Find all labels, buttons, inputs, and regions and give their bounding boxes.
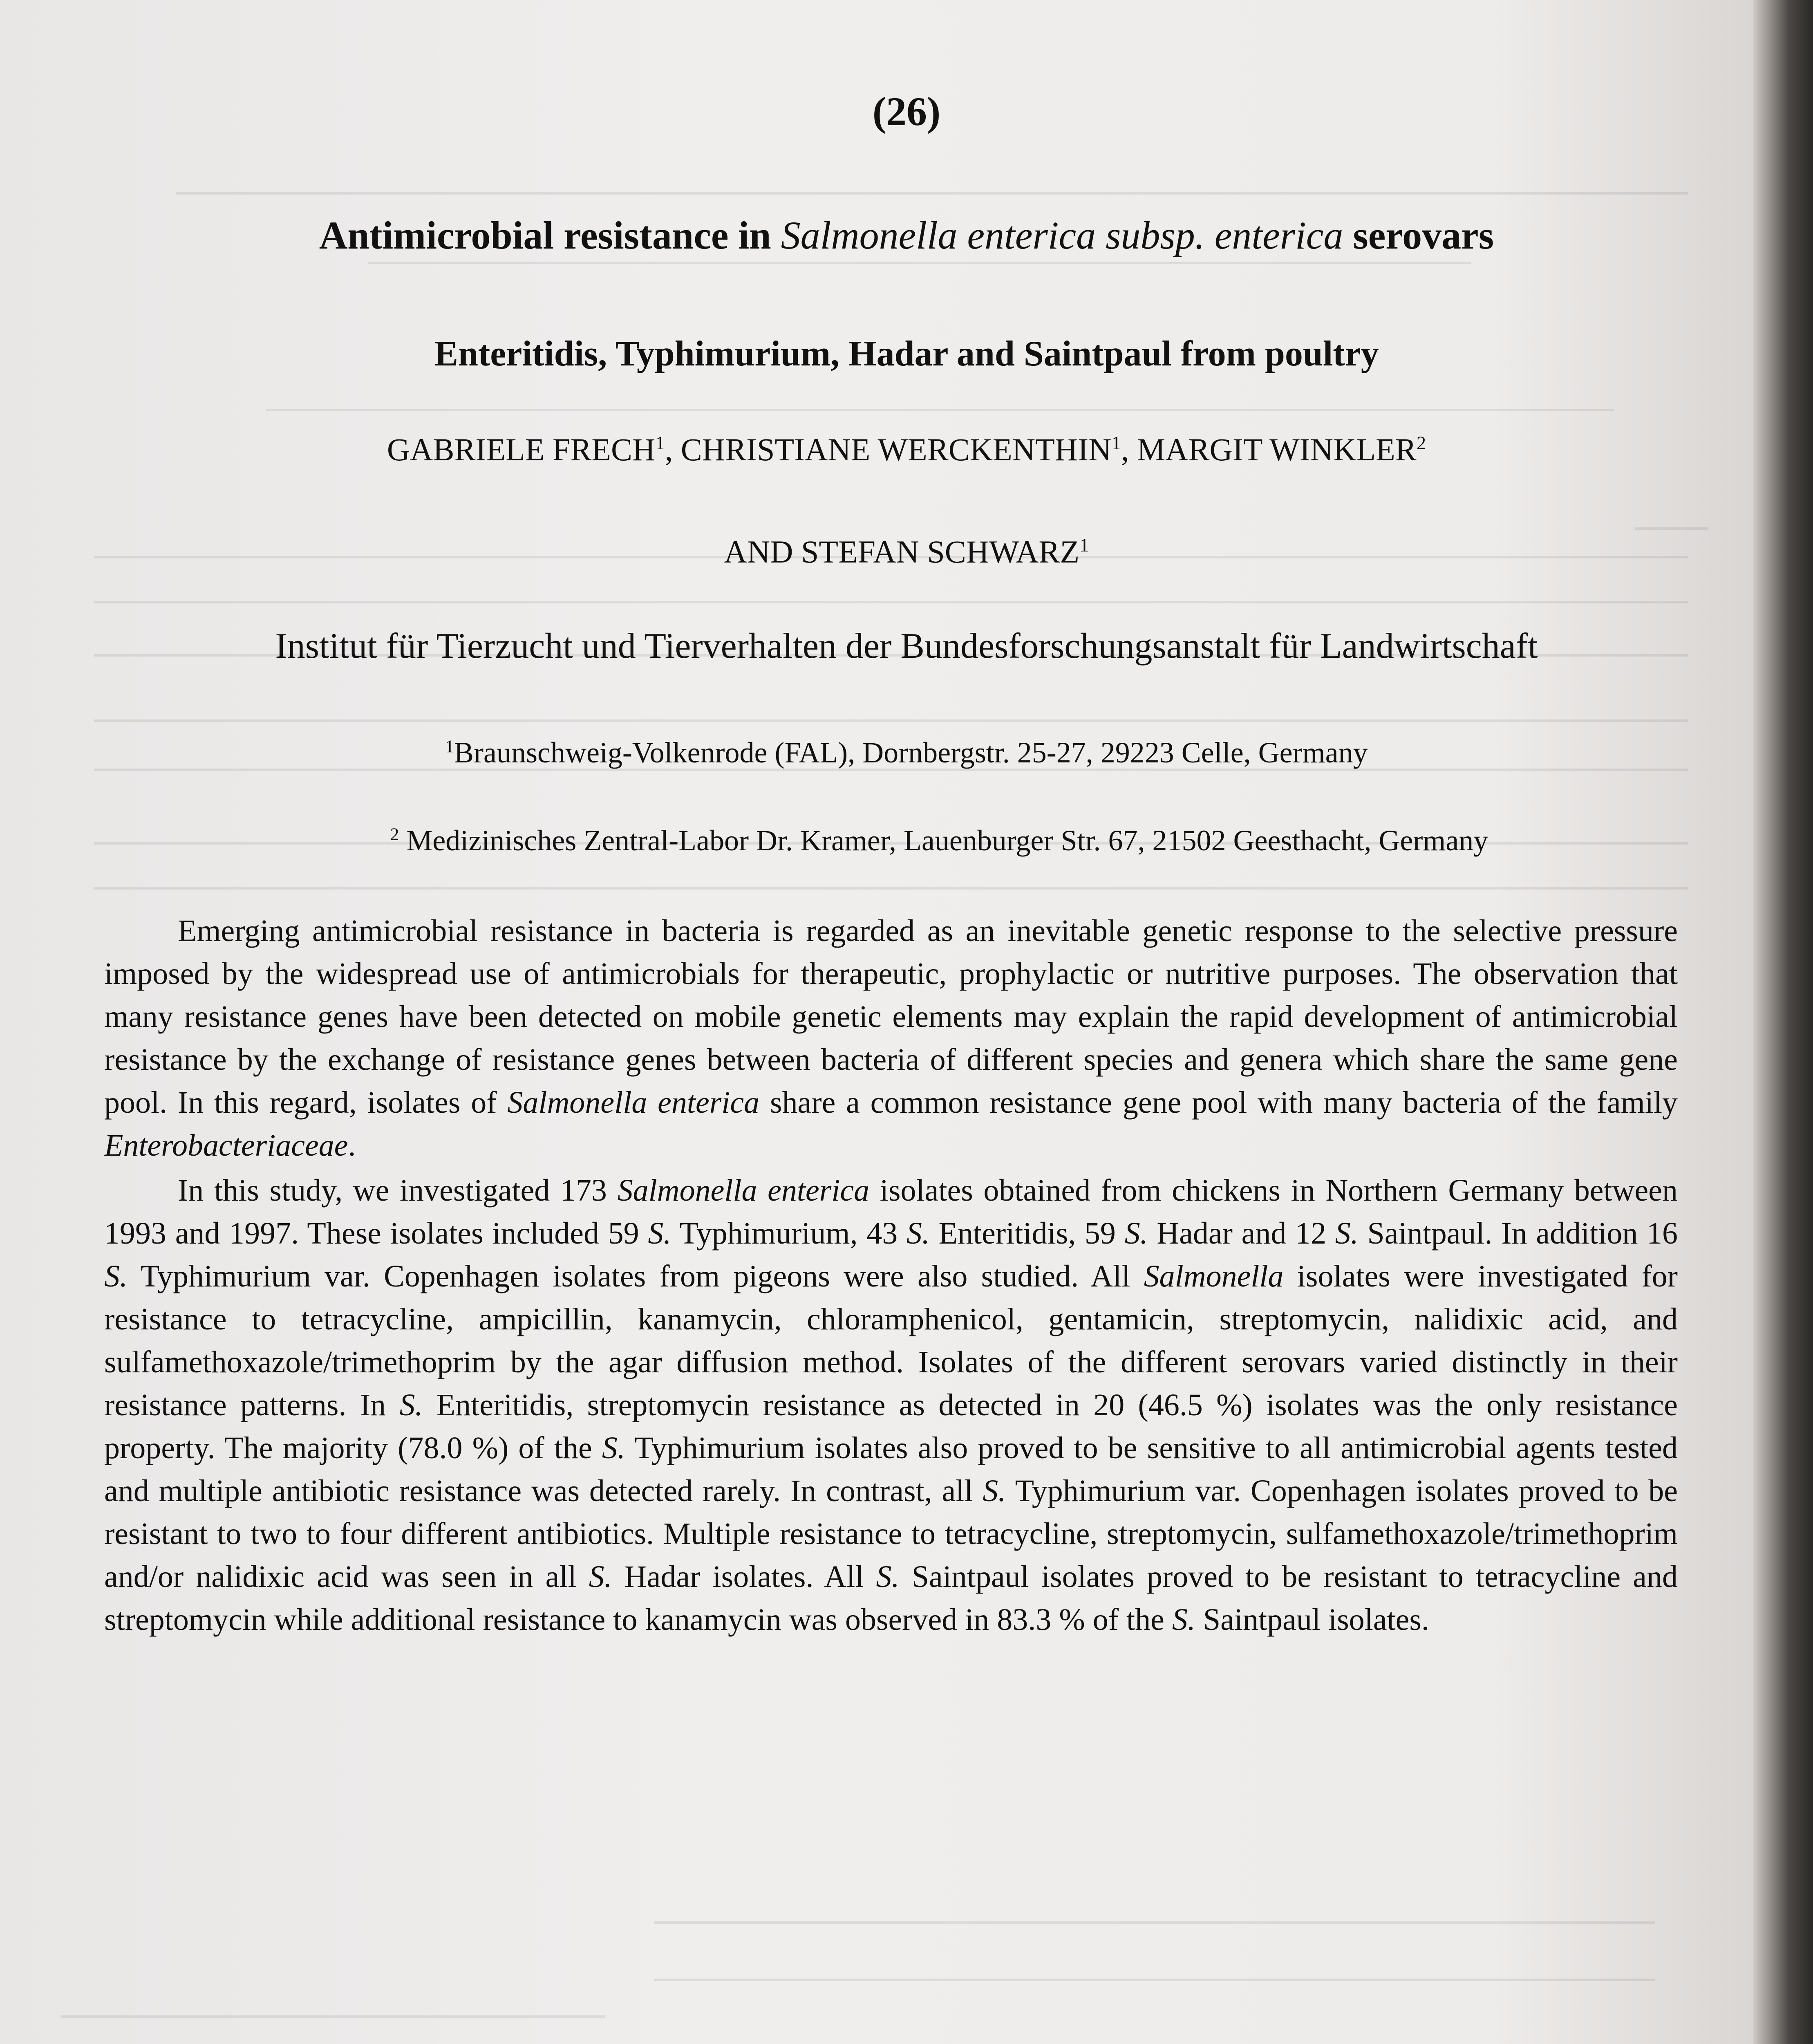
italic-run: S. [1335, 1216, 1359, 1251]
paper-title-line1 [0, 213, 1813, 258]
text-run: . [348, 1128, 356, 1163]
text-run: isolates were investigated for resistance to tetracycline, ampicillin, kanamycin, chloramphenicol, gentamicin, streptomycin, nalidixic acid, and sulfamethoxazole/trimethoprim by the agar diffusion method. Isolates of the different serovars varied distinctly in their resistance patterns. In [104, 1259, 1678, 1422]
author-separator: , [665, 432, 681, 467]
address-2-marker: 2 [390, 825, 399, 844]
address-2 [33, 824, 1813, 858]
text-run: share a common resistance gene pool with many bacteria of the family [759, 1085, 1678, 1120]
text-run: In this study, we investigated 173 [178, 1173, 618, 1208]
text-run: Typhimurium var. Copenhagen isolates proved to be resistant to two to four different antibiotics. Multiple resistance to tetracycline, streptomycin, sulfamethoxazole/trimethoprim and/or nalidixic acid was seen in all [104, 1474, 1678, 1594]
italic-run: S. [602, 1431, 625, 1465]
text-run: Emerging antimicrobial resistance in bacteria is regarded as an inevitable genetic response to the selective pressure imposed by the widespread use of antimicrobials for therapeutic, prophylactic or nutritive purposes. The observation that many resistance genes have been detected on mobile genetic elements may explain the rapid development of antimicrobial resistance by the exchange of resistance genes between bacteria of different species and genera which share the same gene pool. In this regard, isolates of [104, 914, 1678, 1120]
author-4: AND STEFAN SCHWARZ [724, 534, 1080, 569]
address-2-text: Medizinisches Zentral-Labor Dr. Kramer, Lauenburger Str. 67, 21502 Geesthacht, Germany [399, 824, 1488, 857]
title-bold-end: serovars [1343, 213, 1494, 257]
italic-run: S. [104, 1259, 128, 1293]
italic-run: S. [906, 1216, 930, 1251]
text-run: Typhimurium var. Copenhagen isolates from pigeons were also studied. All [128, 1259, 1144, 1293]
address-1 [0, 736, 1813, 770]
italic-run: S. [589, 1560, 612, 1594]
author-separator: , [1121, 432, 1137, 467]
text-run: Typhimurium, 43 [671, 1216, 906, 1251]
italic-run: Salmonella [1144, 1259, 1284, 1293]
italic-run: S. [399, 1388, 423, 1422]
author-list-line2 [0, 533, 1813, 570]
author-4-affil: 1 [1079, 535, 1089, 556]
italic-run: S. [876, 1560, 900, 1594]
text-run: Saintpaul isolates proved to be resistant to tetracycline and streptomycin while additional resistance to kanamycin was observed in 83.3 % of the [104, 1560, 1678, 1637]
abstract-paragraph-1 [104, 910, 1678, 1167]
paper-title-line2: Enteritidis, Typhimurium, Hadar and Saintpaul from poultry [434, 334, 1379, 374]
author-2-affil: 1 [1111, 433, 1121, 454]
italic-run: Salmonella enterica [507, 1085, 760, 1120]
title-bold-start: Antimicrobial resistance in [319, 213, 781, 257]
author-list [0, 431, 1813, 468]
author-1-affil: 1 [655, 433, 665, 454]
text-run: Typhimurium isolates also proved to be sensitive to all antimicrobial agents tested and multiple antibiotic resistance was detected rarely. In contrast, all [104, 1431, 1678, 1508]
text-run: Enteritidis, streptomycin resistance as detected in 20 (46.5 %) isolates was the only resistance property. The majority (78.0 %) of the [104, 1388, 1678, 1465]
italic-run: S. [1124, 1216, 1148, 1251]
page-edge-shadow [1753, 0, 1813, 2044]
italic-run: S. [983, 1474, 1006, 1508]
italic-run: Salmonella enterica [617, 1173, 870, 1208]
text-run: Saintpaul isolates. [1195, 1602, 1429, 1637]
italic-run: S. [648, 1216, 671, 1251]
abstract-paragraph-2 [104, 1169, 1678, 1641]
author-3-affil: 2 [1416, 433, 1426, 454]
title-italic: Salmonella enterica subsp. enterica [781, 213, 1343, 257]
italic-run: Enterobacteriaceae [104, 1128, 348, 1163]
text-run: isolates obtained from chickens in Northern Germany between 1993 and 1997. These isolates included 59 [104, 1173, 1678, 1251]
author-1: GABRIELE FRECH [387, 432, 656, 467]
author-3: MARGIT WINKLER [1137, 432, 1417, 467]
address-1-marker: 1 [445, 737, 454, 756]
institute-name: Institut für Tierzucht und Tierverhalten der Bundesforschungsanstalt für Landwirtschaft [275, 626, 1538, 666]
italic-run: S. [1172, 1602, 1195, 1637]
paper-number: (26) [872, 89, 941, 134]
author-2: CHRISTIANE WERCKENTHIN [680, 432, 1112, 467]
address-1-text: Braunschweig-Volkenrode (FAL), Dornbergstr. 25-27, 29223 Celle, Germany [454, 736, 1368, 769]
text-run: Enteritidis, 59 [929, 1216, 1125, 1251]
text-run: Hadar and 12 [1148, 1216, 1335, 1251]
text-run: Saintpaul. In addition 16 [1358, 1216, 1678, 1251]
text-run: Hadar isolates. All [612, 1560, 876, 1594]
